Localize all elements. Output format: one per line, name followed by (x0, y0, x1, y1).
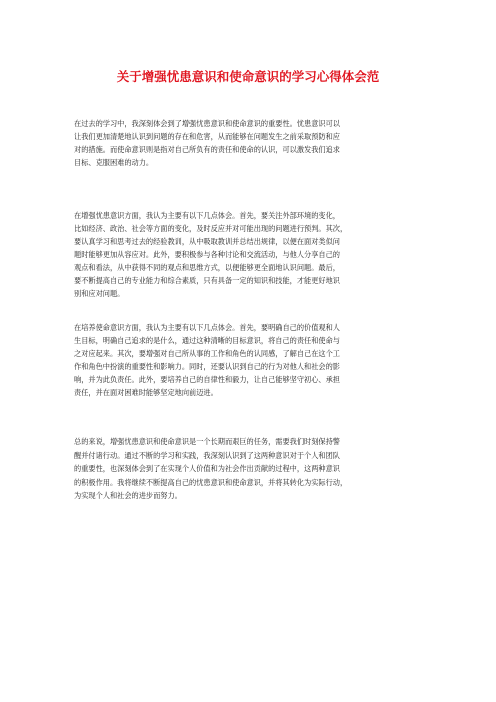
paragraph-1 (74, 117, 436, 169)
paragraph-line: 在增强忧患意识方面，我认为主要有以下几点体会。首先，要关注外部环境的变化， (74, 211, 340, 220)
paragraph-line: 作和角色中扮演的重要性和影响力。同时，还要认识到自己的行为对他人和社会的影 (74, 362, 340, 371)
paragraph-line: 生目标，明确自己追求的是什么，通过这种清晰的目标意识，将自己的责任和使命与 (74, 336, 340, 345)
paragraph-line: 让我们更加清楚地认识到问题的存在和危害，从而能够在问题发生之前采取预防和应 (74, 132, 340, 141)
paragraph-line: 为实现个人和社会的进步而努力。 (74, 491, 182, 500)
paragraph-line: 醒并付诸行动。通过不断的学习和实践，我深刻认识到了这两种意识对于个人和团队 (74, 450, 340, 460)
paragraph-line: 题时能够更加从容应对。此外，要积极参与各种讨论和交流活动，与他人分享自己的 (74, 250, 340, 259)
paragraph-3 (74, 321, 436, 399)
document-title: 关于增强忧患意识和使命意识的学习心得体会范 (116, 69, 380, 84)
paragraph-line: 的积极作用。我将继续不断提高自己的忧患意识和使命意识，并将其转化为实际行动， (74, 477, 348, 487)
paragraph-line: 响，并为此负责任。此外，要培养自己的自律性和毅力，让自己能够坚守初心、承担 (74, 375, 340, 384)
paragraph-line: 在培养使命意识方面，我认为主要有以下几点体会。首先，要明确自己的价值观和人 (74, 323, 340, 332)
paragraph-line: 总的来说，增强忧患意识和使命意识是一个长期而艰巨的任务，需要我们时刻保持警 (74, 437, 340, 446)
paragraph-2 (74, 209, 436, 300)
paragraph-line: 比如经济、政治、社会等方面的变化，及时反应并对可能出现的问题进行预判。其次， (74, 224, 348, 233)
paragraph-line: 的重要性，也深刻体会到了在实现个人价值和为社会作出贡献的过程中，这两种意识 (74, 464, 340, 473)
paragraph-4 (74, 435, 436, 503)
paragraph-line: 之对应起来。其次，要增强对自己所从事的工作和角色的认同感，了解自己在这个工 (74, 349, 340, 358)
paragraph-line: 别和应对问题。 (74, 289, 125, 298)
paragraph-line: 责任，并在面对困难时能够坚定地向前迈进。 (74, 388, 218, 397)
paragraph-line: 要认真学习和思考过去的经验教训，从中吸取教训并总结出规律，以便在面对类似问 (74, 237, 340, 246)
paragraph-line: 目标、克服困难的动力。 (74, 158, 154, 167)
paragraph-line: 在过去的学习中，我深刻体会到了增强忧患意识和使命意识的重要性。忧患意识可以 (74, 119, 340, 128)
paragraph-line: 要不断提高自己的专业能力和综合素质，只有具备一定的知识和技能，才能更好地识 (74, 276, 340, 285)
paragraph-line: 对的措施。而使命意识则是指对自己所负有的责任和使命的认识，可以激发我们追求 (74, 145, 340, 154)
paragraph-line: 观点和看法，从中获得不同的观点和思维方式，以便能够更全面地认识问题。最后， (74, 263, 340, 272)
